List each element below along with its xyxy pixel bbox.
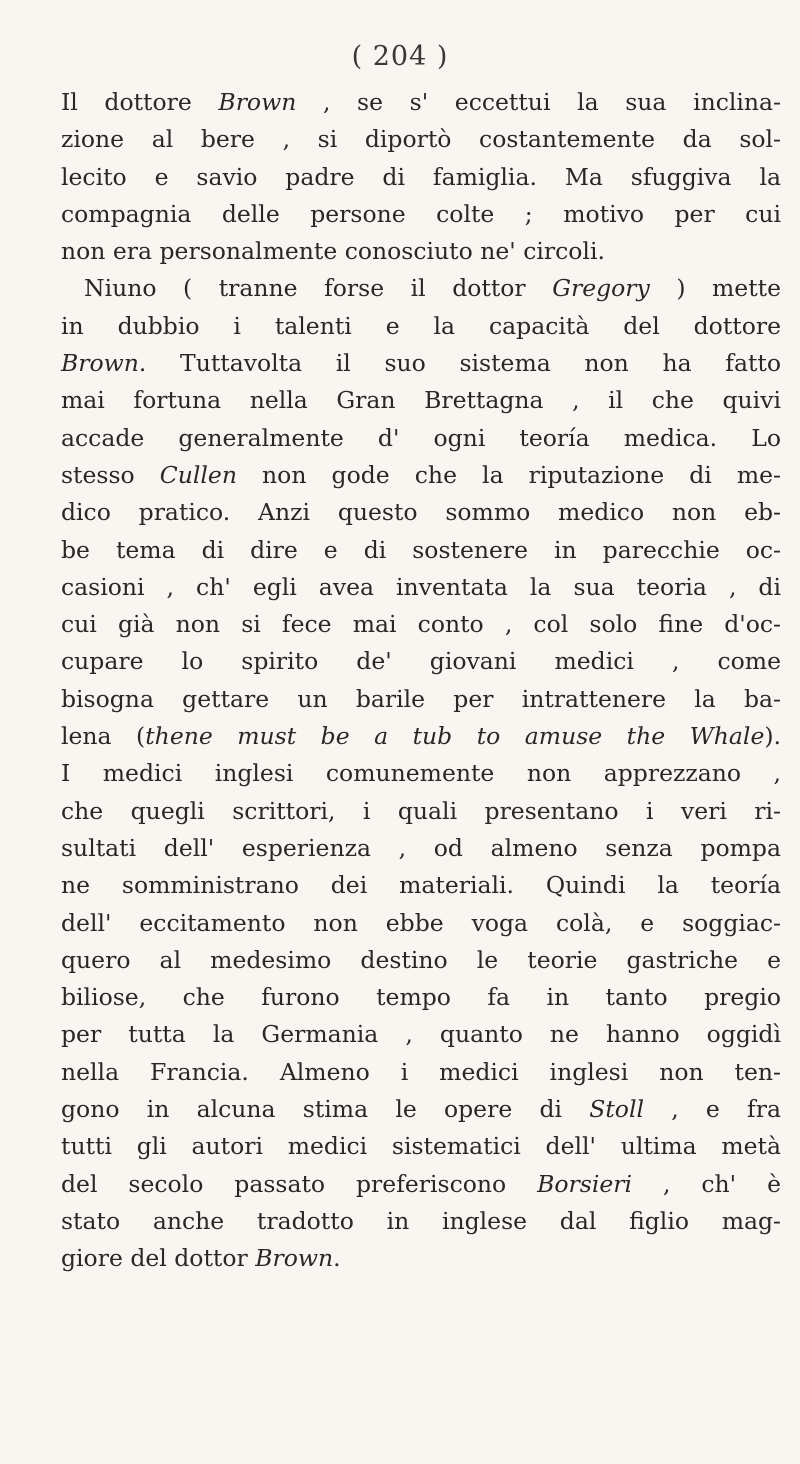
body-text [61, 84, 781, 1278]
text-line: accade generalmente d' ogni teoría medica. Lo [61, 423, 781, 452]
text-line: in dubbio i talenti e la capacità del dottore [61, 311, 781, 340]
text-line: del secolo passato preferiscono Borsieri , ch' è [61, 1169, 781, 1198]
text-line: per tutta la Germania , quanto ne hanno oggidì [61, 1020, 781, 1049]
text-line: non era personalmente conosciuto ne' circoli. [61, 237, 605, 266]
text-line: bisogna gettare un barile per intrattenere la ba- [61, 684, 781, 713]
text-line: ne somministrano dei materiali. Quindi la teoría [61, 871, 781, 900]
text-line: stesso Cullen non gode che la riputazione di me- [61, 460, 781, 489]
text-line: Il dottore Brown , se s' eccettui la sua inclina- [61, 88, 781, 116]
text-line: giore del dottor Brown. [61, 1244, 341, 1273]
text-line: zione al bere , si diportò costantemente da sol- [61, 125, 781, 154]
text-line: compagnia delle persone colte ; motivo per cui [61, 199, 781, 228]
text-line: che quegli scrittori, i quali presentano i veri ri- [61, 796, 781, 825]
text-line: biliose, che furono tempo fa in tanto pregio [61, 983, 781, 1012]
text-line: lena (thene must be a tub to amuse the Whale). [61, 722, 781, 751]
text-line: sultati dell' esperienza , od almeno senza pompa [61, 833, 781, 862]
text-line: nella Francia. Almeno i medici inglesi non ten- [61, 1057, 781, 1086]
text-line: mai fortuna nella Gran Brettagna , il che quivi [61, 386, 781, 415]
text-line: dell' eccitamento non ebbe voga colà, e soggiac- [61, 908, 781, 937]
text-line: quero al medesimo destino le teorie gastriche e [61, 945, 781, 974]
text-line: cui già non si fece mai conto , col solo fine d'oc- [61, 610, 781, 639]
text-line: gono in alcuna stima le opere di Stoll , e fra [61, 1095, 781, 1124]
text-line: dico pratico. Anzi questo sommo medico non eb- [61, 498, 781, 527]
text-line: be tema di dire e di sostenere in parecchie oc- [61, 535, 781, 564]
text-line: stato anche tradotto in inglese dal figlio mag- [61, 1206, 781, 1235]
text-line: Brown. Tuttavolta il suo sistema non ha fatto [61, 349, 781, 378]
page-number: ( 204 ) [351, 41, 449, 72]
text-line: lecito e savio padre di famiglia. Ma sfuggiva la [61, 162, 781, 191]
text-line: cupare lo spirito de' giovani medici , come [61, 647, 781, 676]
text-line: Niuno ( tranne forse il dottor Gregory ) mette [84, 274, 782, 303]
text-line: tutti gli autori medici sistematici dell' ultima metà [61, 1132, 781, 1161]
text-line: casioni , ch' egli avea inventata la sua teoria , di [61, 572, 781, 601]
text-line: I medici inglesi comunemente non apprezzano , [61, 759, 781, 788]
